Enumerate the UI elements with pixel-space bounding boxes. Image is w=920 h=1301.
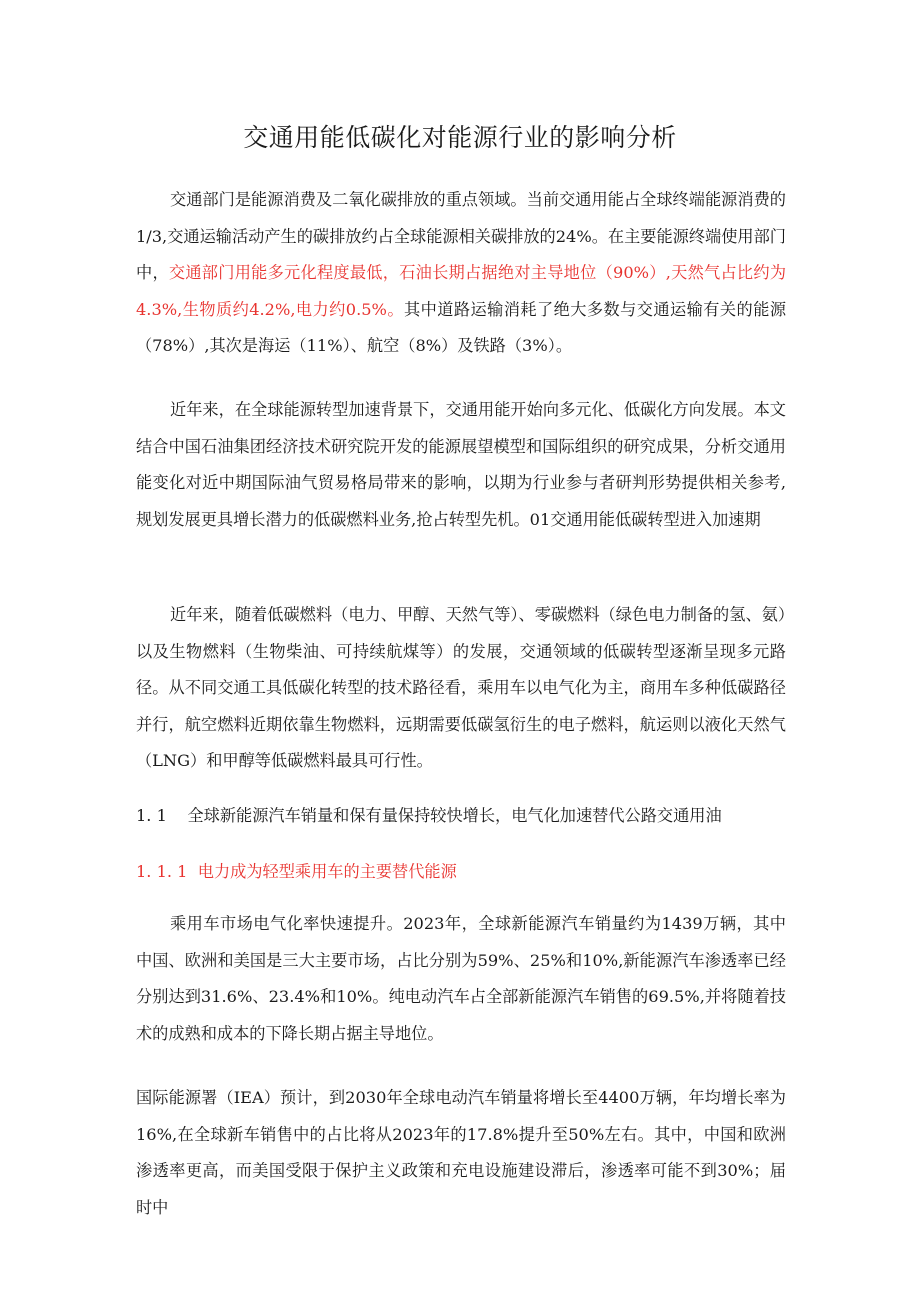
section-heading-1-1: 1. 1 全球新能源汽车销量和保有量保持较快增长，电气化加速替代公路交通用油 xyxy=(136,806,722,825)
paragraph-1-highlight: 交通部门用能多元化程度最低，石油长期占据绝对主导地位（90%）,天然气占比约为4.3%,生物质约4.2%,电力约0.5%。 xyxy=(136,263,787,319)
paragraph-1 xyxy=(136,182,786,365)
paragraph-5: 国际能源署（IEA）预计，到2030年全球电动汽车销量将增长至4400万辆，年均增长率为16%,在全球新车销售中的占比将从2023年的17.8%提升至50%左右。其中，中国和欧洲渗透率更高，而美国受限于保护主义政策和充电设施建设滞后，渗透率可能不到30%；届时中 xyxy=(136,1088,786,1217)
paragraph-1-text-a: 交通部门是能源消费及二氧化碳排放的重点领域。当前交通用能占全球终端能源消费的1/3,交通运输活动产生的碳排放约占全球能源相关碳排放的24%。在主要能源终端使用部门中， xyxy=(136,190,786,282)
paragraph-2: 近年来，在全球能源转型加速背景下，交通用能开始向多元化、低碳化方向发展。本文结合中国石油集团经济技术研究院开发的能源展望模型和国际组织的研究成果，分析交通用能变化对近中期国际油气贸易格局带来的影响，以期为行业参与者研判形势提供相关参考,规划发展更具增长潜力的低碳燃料业务,抢占转型先机。01交通用能低碳转型进入加速期 xyxy=(136,400,786,529)
paragraph-3: 近年来，随着低碳燃料（电力、甲醇、天然气等）、零碳燃料（绿色电力制备的氢、氨）以及生物燃料（生物柴油、可持续航煤等）的发展，交通领域的低碳转型逐渐呈现多元路径。从不同交通工具低碳化转型的技术路径看，乘用车以电气化为主，商用车多种低碳路径并行，航空燃料近期依靠生物燃料，远期需要低碳氢衍生的电子燃料，航运则以液化天然气（LNG）和甲醇等低碳燃料最具可行性。 xyxy=(136,605,786,770)
paragraph-4: 乘用车市场电气化率快速提升。2023年，全球新能源汽车销量约为1439万辆，其中中国、欧洲和美国是三大主要市场，占比分别为59%、25%和10%,新能源汽车渗透率已经分别达到31.6%、23.4%和10%。纯电动汽车占全部新能源汽车销售的69.5%,并将随着技术的成熟和成本的下降长期占据主导地位。 xyxy=(136,914,786,1043)
section-heading-1-1-1: 1. 1. 1 电力成为轻型乘用车的主要替代能源 xyxy=(136,862,457,881)
paragraph-1-text-b: 其中道路运输消耗了绝大多数与交通运输有关的能源（78%）,其次是海运（11%）、航空（8%）及铁路（3%）。 xyxy=(136,299,787,355)
document-title: 交通用能低碳化对能源行业的影响分析 xyxy=(243,123,677,152)
